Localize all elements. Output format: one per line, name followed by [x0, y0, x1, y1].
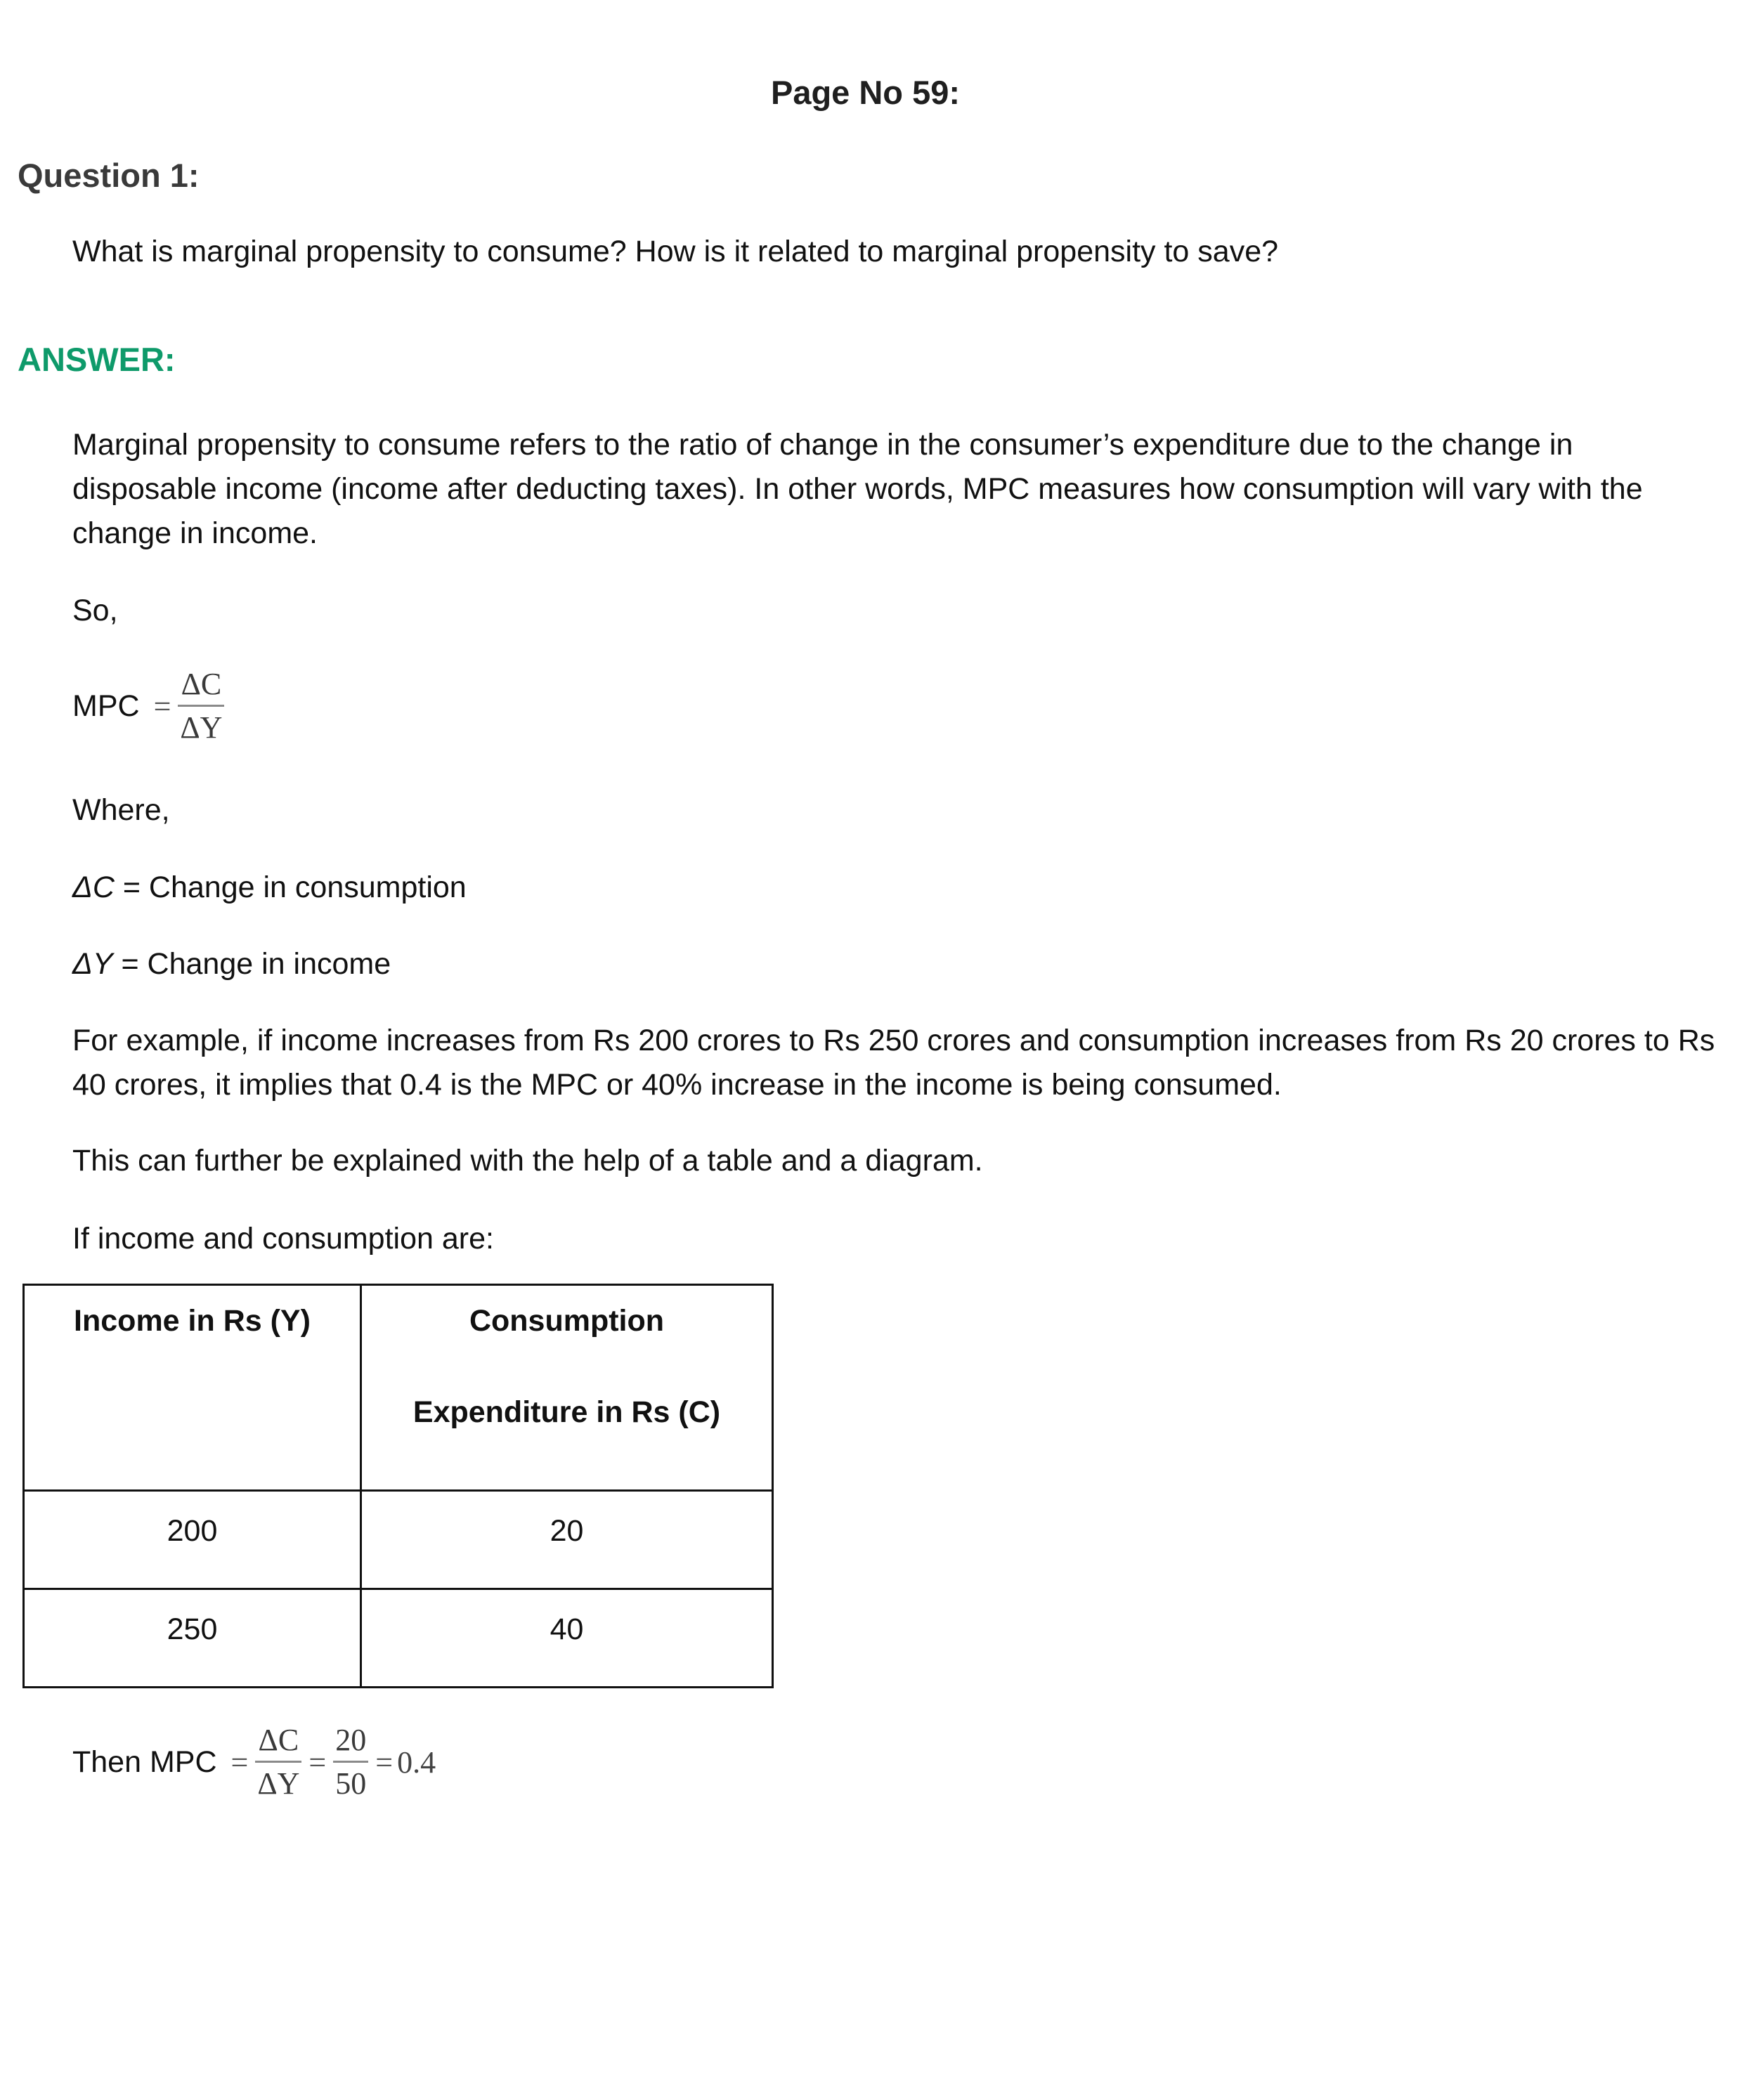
fraction-bar	[178, 705, 224, 707]
equals-sign: =	[308, 1744, 327, 1780]
cell-consumption	[361, 1589, 773, 1688]
equals-sign: =	[153, 689, 171, 724]
example-paragraph: For example, if income increases from Rs 200 crores to Rs 250 crores and consumption increases from Rs 20 crores to Rs 40 crores, it implies that 0.4 is the MPC or 40% increase in the income is being consumed.	[72, 1024, 1715, 1102]
definition-symbol: ΔY	[72, 947, 113, 981]
mpc-formula	[72, 669, 227, 743]
cell-value: 40	[550, 1612, 584, 1646]
definition-delta-y	[72, 942, 391, 986]
fraction-numerator: ΔC	[181, 667, 222, 701]
definition-paragraph: Marginal propensity to consume refers to the ratio of change in the consumer’s expenditure due to the change in disposable income (income after deducting taxes). In other words, MPC measures how consumption will vary with the change in income.	[72, 428, 1643, 550]
header-consumption-label-2: Expenditure in Rs (C)	[412, 1395, 721, 1429]
fraction-bar	[255, 1761, 301, 1763]
cell-income	[24, 1491, 361, 1589]
fraction-denominator: ΔY	[257, 1766, 300, 1801]
header-income-label: Income in Rs (Y)	[74, 1304, 311, 1338]
fraction-numerator: ΔC	[258, 1723, 299, 1757]
answer-heading: ANSWER:	[18, 341, 176, 378]
header-consumption	[361, 1285, 773, 1491]
header-consumption-label-1: Consumption	[469, 1304, 665, 1338]
mpc-fraction	[178, 669, 224, 743]
income-consumption-table	[22, 1284, 774, 1688]
question-heading: Question 1:	[18, 157, 200, 194]
cell-consumption	[361, 1491, 773, 1589]
mpc-formula-lhs: MPC	[72, 689, 140, 723]
cell-value: 200	[167, 1514, 218, 1548]
where-label: Where,	[72, 793, 170, 827]
result-formula-lhs: Then MPC	[72, 1744, 217, 1779]
header-income	[24, 1285, 361, 1491]
definition-delta-c	[72, 866, 467, 910]
fraction-denominator: ΔY	[180, 710, 223, 745]
fraction-denominator: 50	[335, 1766, 367, 1801]
question-text: What is marginal propensity to consume? How is it related to marginal propensity to save?	[72, 235, 1279, 268]
definition-symbol: ΔC	[72, 870, 115, 904]
result-formula	[72, 1725, 436, 1799]
definition-meaning: = Change in income	[112, 947, 391, 981]
definition-meaning: = Change in consumption	[114, 870, 467, 904]
equals-sign: =	[230, 1744, 249, 1780]
result-value: 0.4	[397, 1744, 436, 1780]
so-label: So,	[72, 594, 118, 627]
cell-value: 20	[550, 1514, 584, 1548]
page-title: Page No 59:	[770, 74, 961, 111]
table-intro: If income and consumption are:	[72, 1222, 494, 1256]
equals-sign: =	[375, 1744, 394, 1780]
delta-fraction	[255, 1725, 301, 1799]
fraction-bar	[333, 1761, 368, 1763]
table-row	[24, 1589, 773, 1688]
fraction-numerator: 20	[335, 1723, 367, 1757]
value-fraction	[333, 1725, 368, 1799]
table-header-row	[24, 1285, 773, 1491]
explain-line: This can further be explained with the help of a table and a diagram.	[72, 1144, 983, 1178]
table-row	[24, 1491, 773, 1589]
cell-value: 250	[167, 1612, 218, 1646]
cell-income	[24, 1589, 361, 1688]
